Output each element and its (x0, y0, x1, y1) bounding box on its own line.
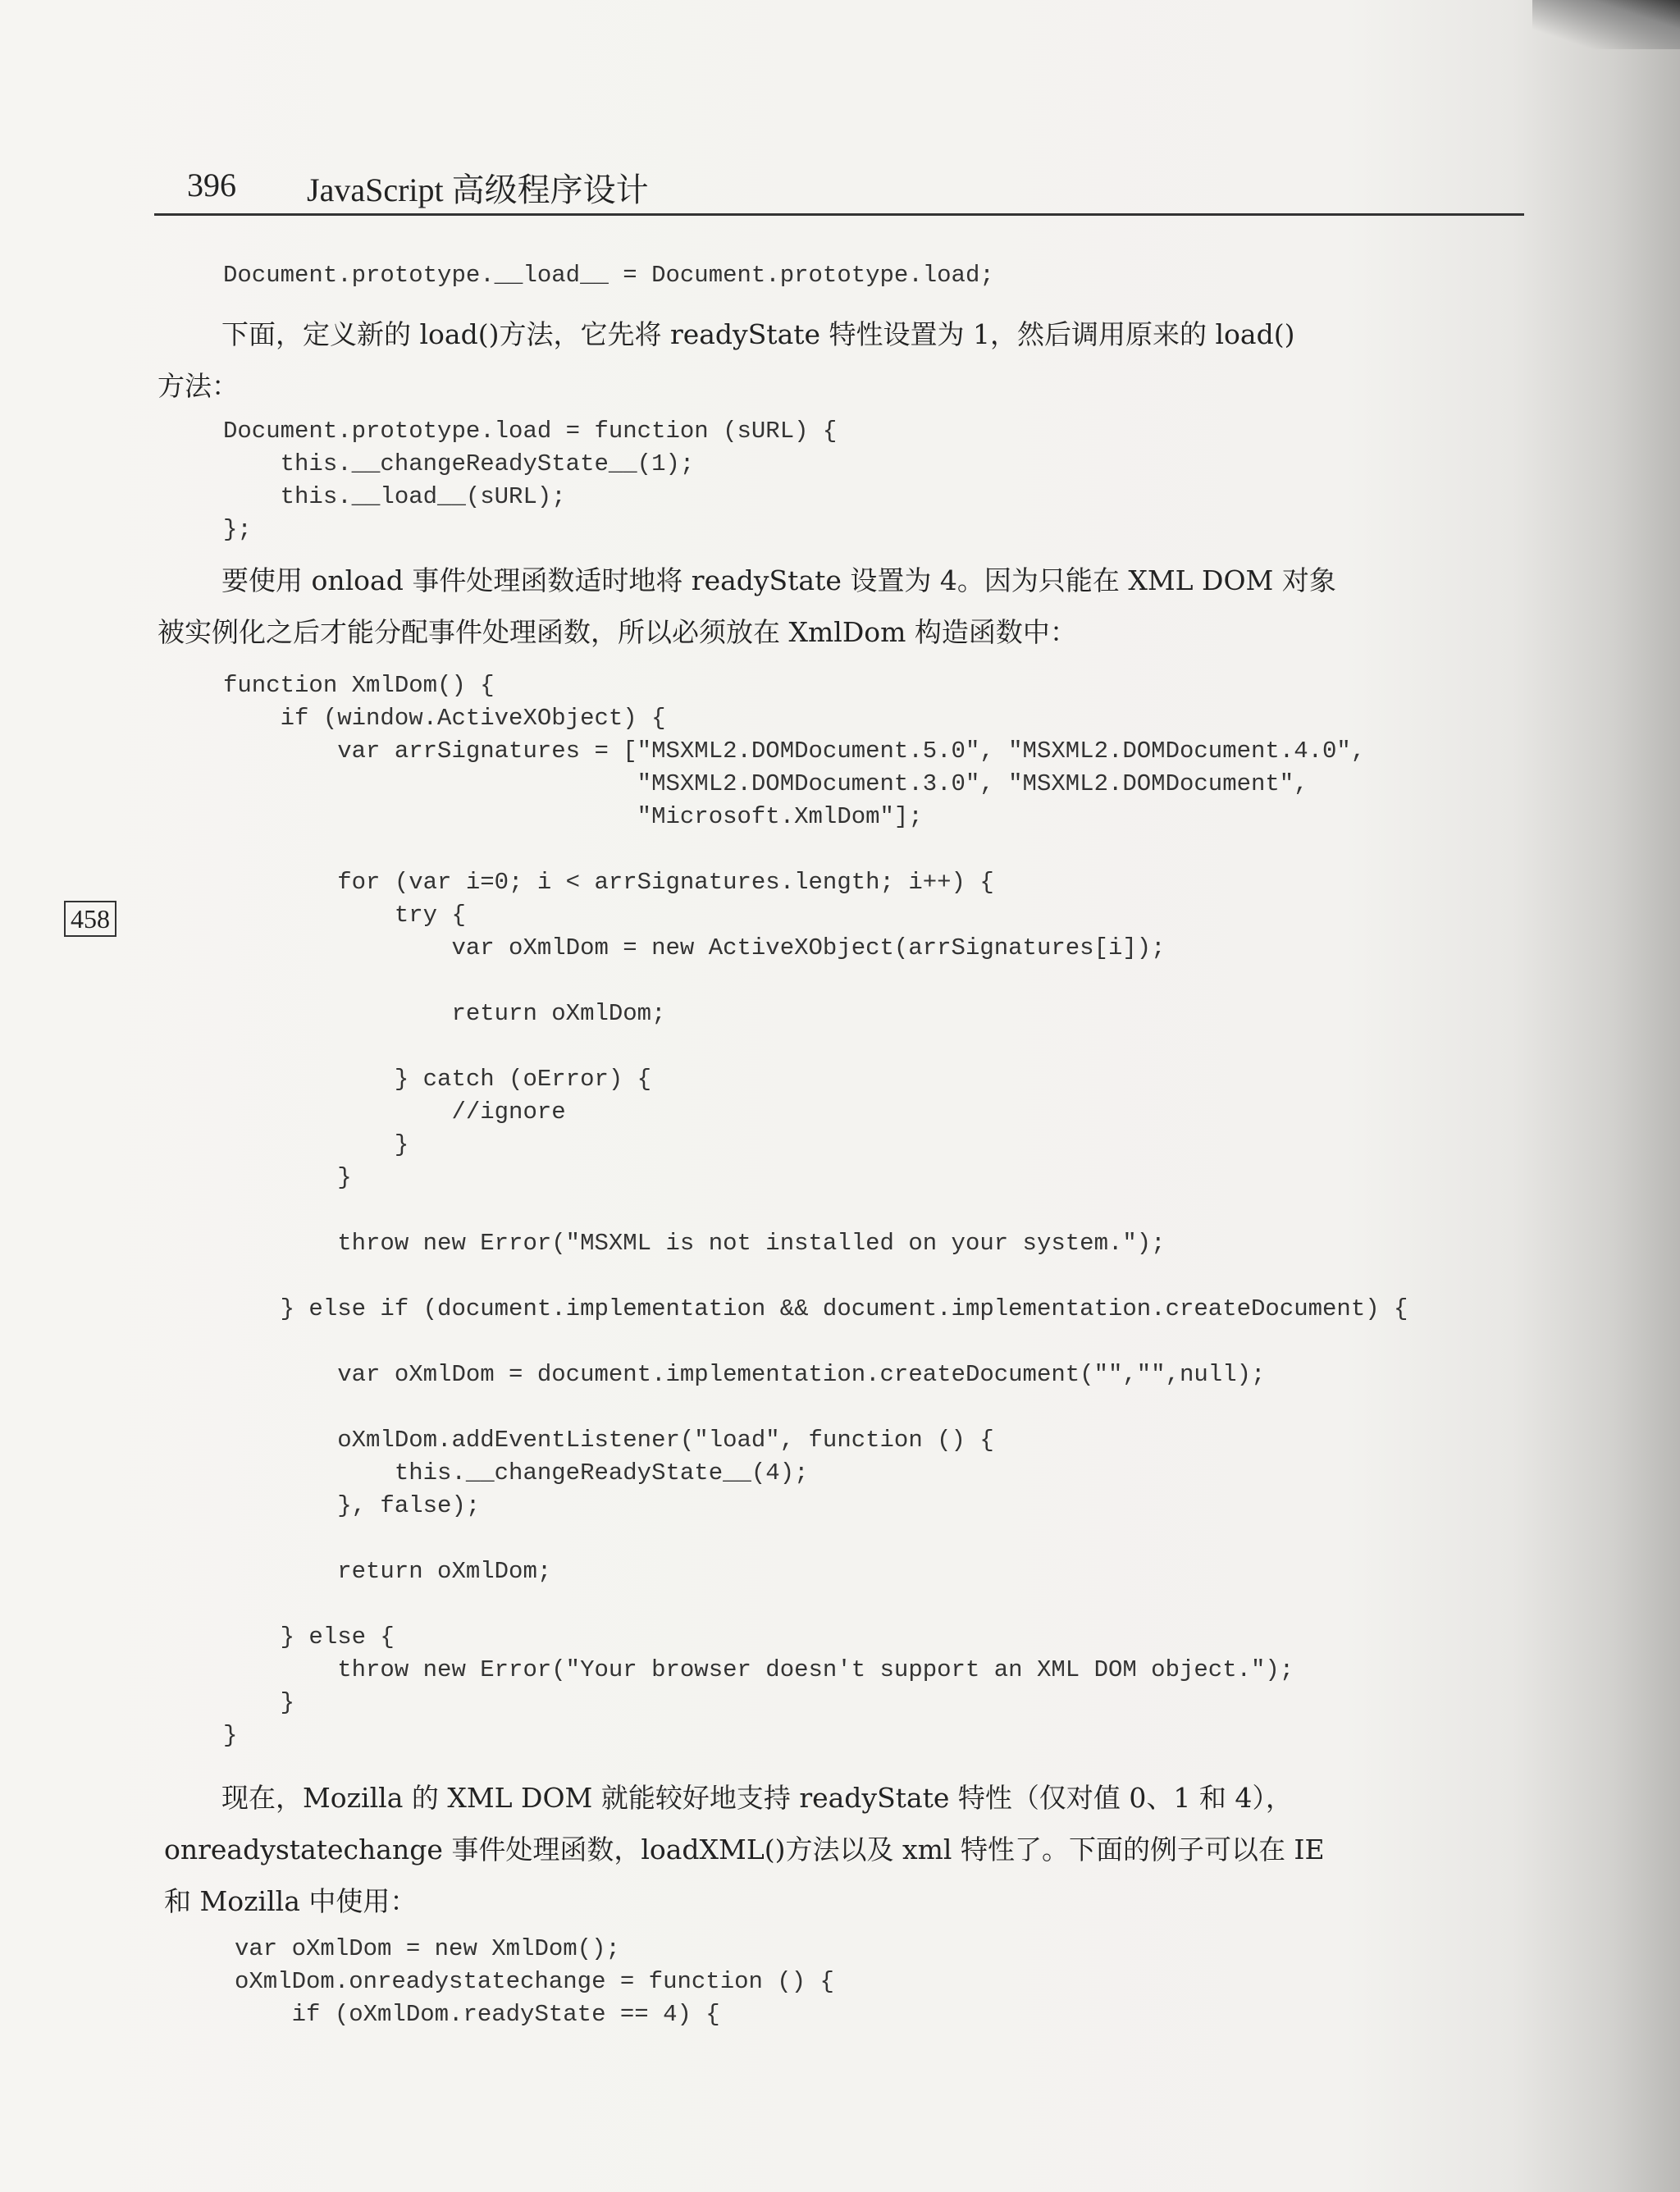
book-title: JavaScript 高级程序设计 (307, 171, 649, 208)
text-line: 和 Mozilla 中使用： (164, 1885, 418, 1917)
text-line: 下面，定义新的 load()方法，它先将 readyState 特性设置为 1，然后调用原来的 load() (221, 318, 1295, 350)
paragraph-onload-readystate (158, 555, 1583, 658)
text-line: 要使用 onload 事件处理函数适时地将 readyState 设置为 4。因为只能在 XML DOM 对象 (221, 564, 1336, 596)
page-header (154, 161, 1524, 216)
paragraph-mozilla-support (164, 1772, 1583, 1927)
paragraph-define-load (158, 308, 1583, 412)
text-line: 现在，Mozilla 的 XML DOM 就能较好地支持 readyState 特性（仅对值 0、1 和 4）， (221, 1782, 1293, 1814)
text-line: onreadystatechange 事件处理函数，loadXML()方法以及 xml 特性了。下面的例子可以在 IE (164, 1834, 1325, 1865)
page-number: 396 (187, 167, 236, 203)
code-block-usage-example: var oXmlDom = new XmlDom(); oXmlDom.onreadystatechange = function () { if (oXmlDom.readyState == 4) { (235, 1935, 834, 2028)
code-block-xmldom-constructor: function XmlDom() { if (window.ActiveXObject) { var arrSignatures = ["MSXML2.DOMDocument.5.0", "MSXML2.DOMDocument.4.0", "MSXML2.DOMDocument.3.0", "MSXML2.DOMDocument", "Microsoft.XmlDom"]; for (var i=0; i < arrSignatures.length; i++) { try { var oXmlDom = new ActiveXObject(arrSignatures[i]); return oXmlDom; } catch (oError) { //ignore } } throw new Error("MSXML is not installed on your system."); } else if (document.implementation && document.implementation.createDocument) { var oXmlDom = document.implementation.createDocument("","",null); oXmlDom.addEventListener("load", function () { this.__changeReadyState__(4); }, false); return oXmlDom; } else { throw new Error("Your browser doesn't support an XML DOM object."); } } (223, 672, 1408, 1749)
text-line: 被实例化之后才能分配事件处理函数，所以必须放在 XmlDom 构造函数中： (158, 616, 1077, 648)
page-corner-shadow (1532, 0, 1680, 49)
margin-page-reference: 458 (64, 901, 116, 937)
code-block-load-function: Document.prototype.load = function (sURL) { this.__changeReadyState__(1); this.__load__(sURL); }; (223, 418, 838, 543)
code-block-load-alias: Document.prototype.__load__ = Document.prototype.load; (223, 262, 994, 289)
text-line: 方法： (158, 370, 239, 402)
